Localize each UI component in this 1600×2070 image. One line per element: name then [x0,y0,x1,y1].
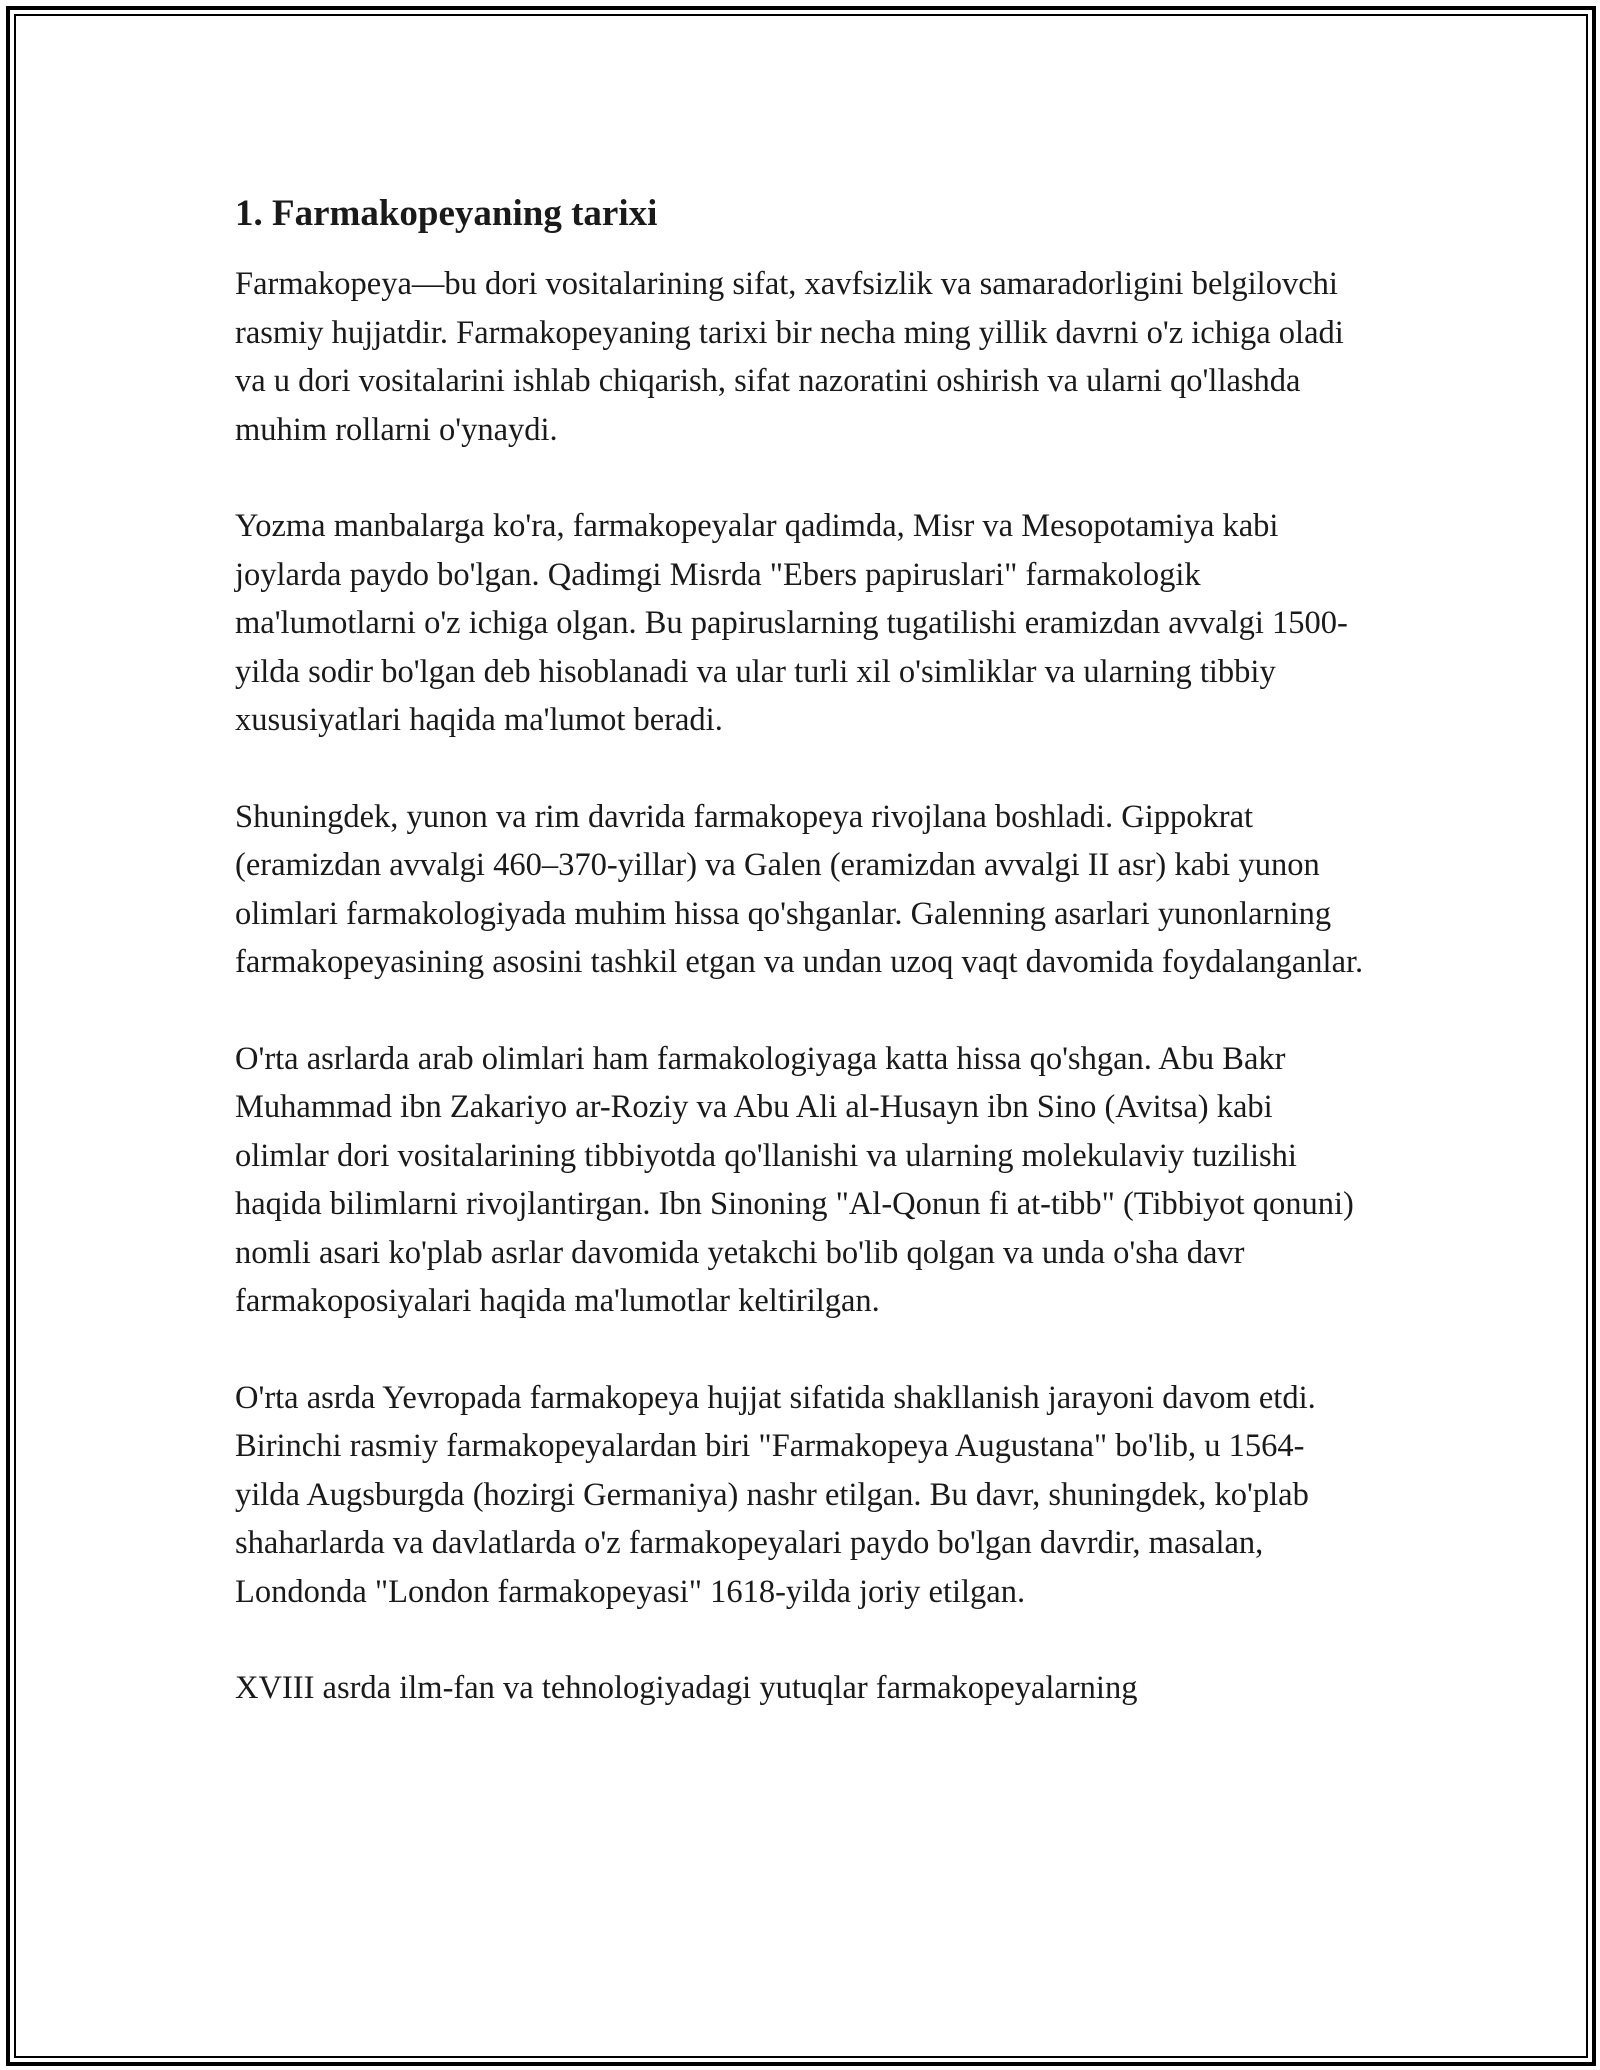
paragraph-greek-roman: Shuningdek, yunon va rim davrida farmakopeya rivojlana boshladi. Gippokrat (eramizdan avvalgi 460–370-yillar) va Galen (eramizdan avvalgi II asr) kabi yunon olimlari farmakologiyada muhim hissa qo'shganlar. Galenning asarlari yunonlarning farmakopeyasining asosini tashkil etgan va undan uzoq vaqt davomida foydalanganlar. [235,798,1364,980]
section-heading: 1. Farmakopeyaning tarixi [235,193,658,234]
paragraph-ancient-egypt: Yozma manbalarga ko'ra, farmakopeyalar qadimda, Misr va Mesopotamiya kabi joylarda paydo bo'lgan. Qadimgi Misrda "Ebers papiruslari" farmakologik ma'lumotlarni o'z ichiga olgan. Bu papiruslarning tugatilishi eramizdan avvalgi 1500-yilda sodir bo'lgan deb hisoblanadi va ular turli xil o'simliklar va ularning tibbiy xususiyatlari haqida ma'lumot beradi. [235,508,1348,738]
document-body [235,188,1365,1761]
paragraph-eighteenth-century: XVIII asrda ilm-fan va tehnologiyadagi yutuqlar farmakopeyalarning [235,1670,1138,1706]
paragraph-arab-scholars: O'rta asrlarda arab olimlari ham farmakologiyaga katta hissa qo'shgan. Abu Bakr Muhammad ibn Zakariyo ar-Roziy va Abu Ali al-Husayn ibn Sino (Avitsa) kabi olimlar dori vositalarining tibbiyotda qo'llanishi va ularning molekulaviy tuzilishi haqida bilimlarni rivojlantirgan. Ibn Sinoning "Al-Qonun fi at-tibb" (Tibbiyot qonuni) nomli asari ko'plab asrlar davomida yetakchi bo'lib qolgan va unda o'sha davr farmakoposiyalari haqida ma'lumotlar keltirilgan. [235,1040,1354,1319]
paragraph-definition: Farmakopeya—bu dori vositalarining sifat, xavfsizlik va samaradorligini belgilovchi rasmiy hujjatdir. Farmakopeyaning tarixi bir necha ming yillik davrni o'z ichiga oladi va u dori vositalarini ishlab chiqarish, sifat nazoratini oshirish va ularni qo'llashda muhim rollarni o'ynaydi. [235,266,1344,448]
paragraph-medieval-europe: O'rta asrda Yevropada farmakopeya hujjat sifatida shakllanish jarayoni davom etdi. Birinchi rasmiy farmakopeyalardan biri "Farmakopeya Augustana" bo'lib, u 1564-yilda Augsburgda (hozirgi Germaniya) nashr etilgan. Bu davr, shuningdek, ko'plab shaharlarda va davlatlarda o'z farmakopeyalari paydo bo'lgan davrdir, masalan, Londonda "London farmakopeyasi" 1618-yilda joriy etilgan. [235,1379,1316,1610]
